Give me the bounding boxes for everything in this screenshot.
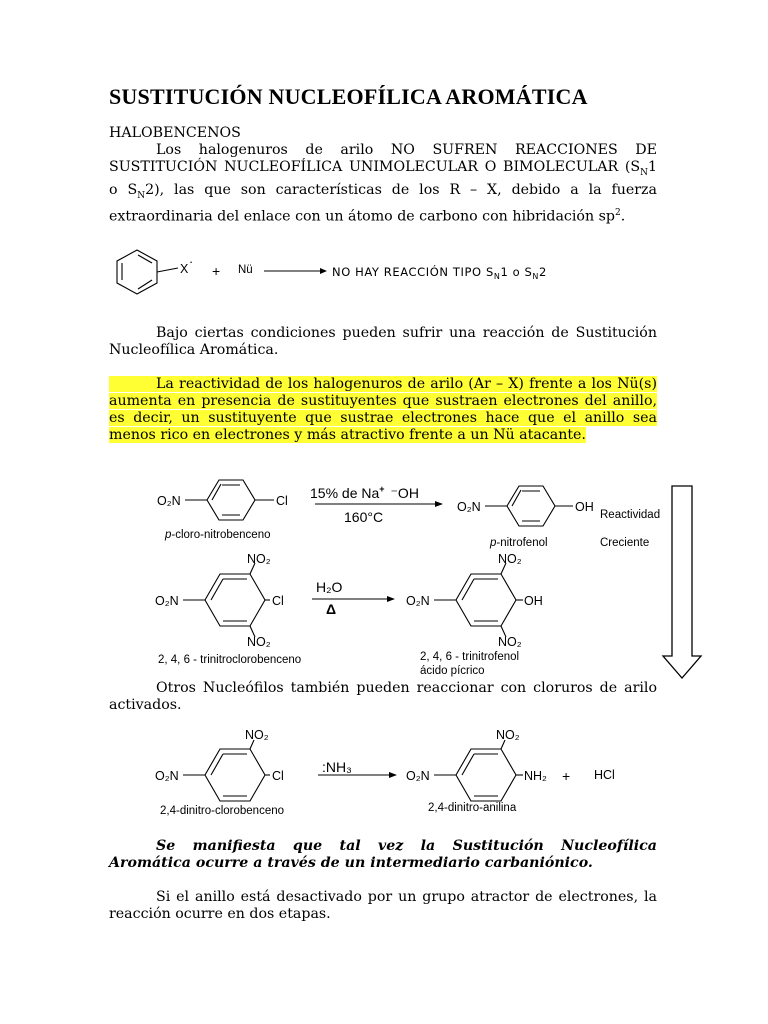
r1-left-o2n: O₂N: [157, 494, 181, 508]
r2-left-no2-top: NO₂: [247, 552, 271, 566]
section-heading: HALOBENCENOS: [109, 125, 241, 141]
paragraph-other-nucleophiles: Otros Nucleófilos también pueden reaccionar con cloruros de arilo activados.: [109, 680, 657, 713]
r2-right-oh: OH: [524, 594, 543, 608]
r2-right-no2-bottom: NO₂: [498, 635, 522, 649]
r1-right-o2n: O₂N: [457, 500, 481, 514]
s3-right-nh2: NH₂: [524, 769, 547, 783]
paragraph-conditions: Bajo ciertas condiciones pueden sufrir una reacción de Sustitución Nucleofílica Aromática.: [109, 325, 657, 358]
paragraph-two-steps: Si el anillo está desactivado por un grupo atractor de electrones, la reacción ocurre en dos etapas.: [109, 889, 657, 922]
paragraph-carbanion: Se manifiesta que tal vez la Sustitución Nucleofílica Aromática ocurre a través de un intermediario carbaniónico.: [109, 838, 657, 871]
s3-right-no2: NO₂: [496, 728, 520, 742]
s3-reagent: :NH₃: [322, 759, 352, 775]
s3-left-cl: Cl: [272, 769, 284, 783]
r1-condition-2: 160°C: [344, 509, 384, 525]
para1-text-b: 1 o S: [109, 159, 657, 198]
r1-left-cl: Cl: [276, 494, 288, 508]
s3-left-o2n: O₂N: [155, 769, 179, 783]
s3-right-o2n: O₂N: [406, 769, 430, 783]
s3-left-name: 2,4-dinitro-clorobenceno: [160, 805, 285, 817]
scheme1-x-label: X: [180, 262, 189, 276]
s3-plus: +: [562, 768, 571, 784]
scheme1-result-sub2: N: [532, 272, 540, 281]
s3-hcl: HCl: [594, 768, 615, 782]
para1-text-c: 2), las que son características de los R – X, debido a la fuerza extraordinaria del enlace con un átomo de carbono con hibridación sp: [109, 181, 657, 225]
r1-cond-plus: +: [379, 484, 385, 494]
reactivity-label-1: Reactividad: [600, 509, 661, 521]
r1-cond-a: 15% de Na: [310, 485, 380, 501]
s3-right-name: 2,4-dinitro-anilina: [428, 802, 517, 814]
dinitrochlorobenzene-ring-icon: [183, 740, 270, 801]
reactivity-label-2: Creciente: [600, 537, 650, 549]
r2-right-name-2: ácido pícrico: [420, 665, 485, 677]
r1-right-name-italic: p: [490, 537, 497, 549]
scheme1-result-sub1: N: [493, 272, 501, 281]
para1-sub-1: N: [640, 167, 648, 178]
r1-left-name-italic: p: [165, 529, 172, 541]
scheme1-x-dot: ·: [189, 255, 194, 269]
scheme1-result-c: 2: [539, 265, 547, 279]
r2-right-no2-top: NO₂: [498, 552, 522, 566]
r2-reagent: H₂O: [316, 579, 343, 595]
r2-left-o2n: O₂N: [155, 594, 179, 608]
highlighted-text: La reactividad de los halogenuros de arilo (Ar – X) frente a los Nü(s) aumenta en presencia de sustituyentes que sustraen electrones del anillo, es decir, un sustituyente que sustrae electrones hace que el anillo sea menos rico en electrones y más atractivo frente a un Nü atacante.: [109, 376, 657, 443]
scheme1-result-a: NO HAY REACCIÓN TIPO S: [332, 265, 494, 279]
r2-heat: Δ: [326, 601, 337, 617]
scheme1-result-b: 1 o S: [500, 265, 533, 279]
r2-right-o2n: O₂N: [406, 594, 430, 608]
r1-cond-b: ⁻OH: [390, 485, 419, 501]
page-title: SUSTITUCIÓN NUCLEOFÍLICA AROMÁTICA: [109, 84, 588, 109]
para1-superscript: 2: [614, 207, 621, 218]
r2-right-name-1: 2, 4, 6 - trinitrofenol: [420, 651, 520, 663]
r1-right-name-rest: -nitrofenol: [496, 537, 548, 549]
para1-sub-2: N: [137, 190, 146, 201]
scheme1-plus: +: [212, 263, 221, 279]
scheme1-nu: Nü: [238, 264, 253, 276]
r2-left-cl: Cl: [272, 594, 284, 608]
r1-left-name-rest: -cloro-nitrobenceno: [171, 529, 271, 541]
para1-text-a: Los halogenuros de arilo NO SUFREN REACCIONES DE SUSTITUCIÓN NUCLEOFÍLICA UNIMOLECULAR O BIMOLECULAR (S: [109, 142, 657, 175]
s3-left-no2: NO₂: [245, 728, 269, 742]
para1-text-d: .: [620, 208, 626, 225]
r2-left-no2-bottom: NO₂: [247, 635, 271, 649]
dinitroaniline-ring-icon: [434, 740, 523, 801]
r2-left-name: 2, 4, 6 - trinitroclorobenceno: [158, 654, 302, 666]
r1-right-oh: OH: [575, 500, 594, 514]
